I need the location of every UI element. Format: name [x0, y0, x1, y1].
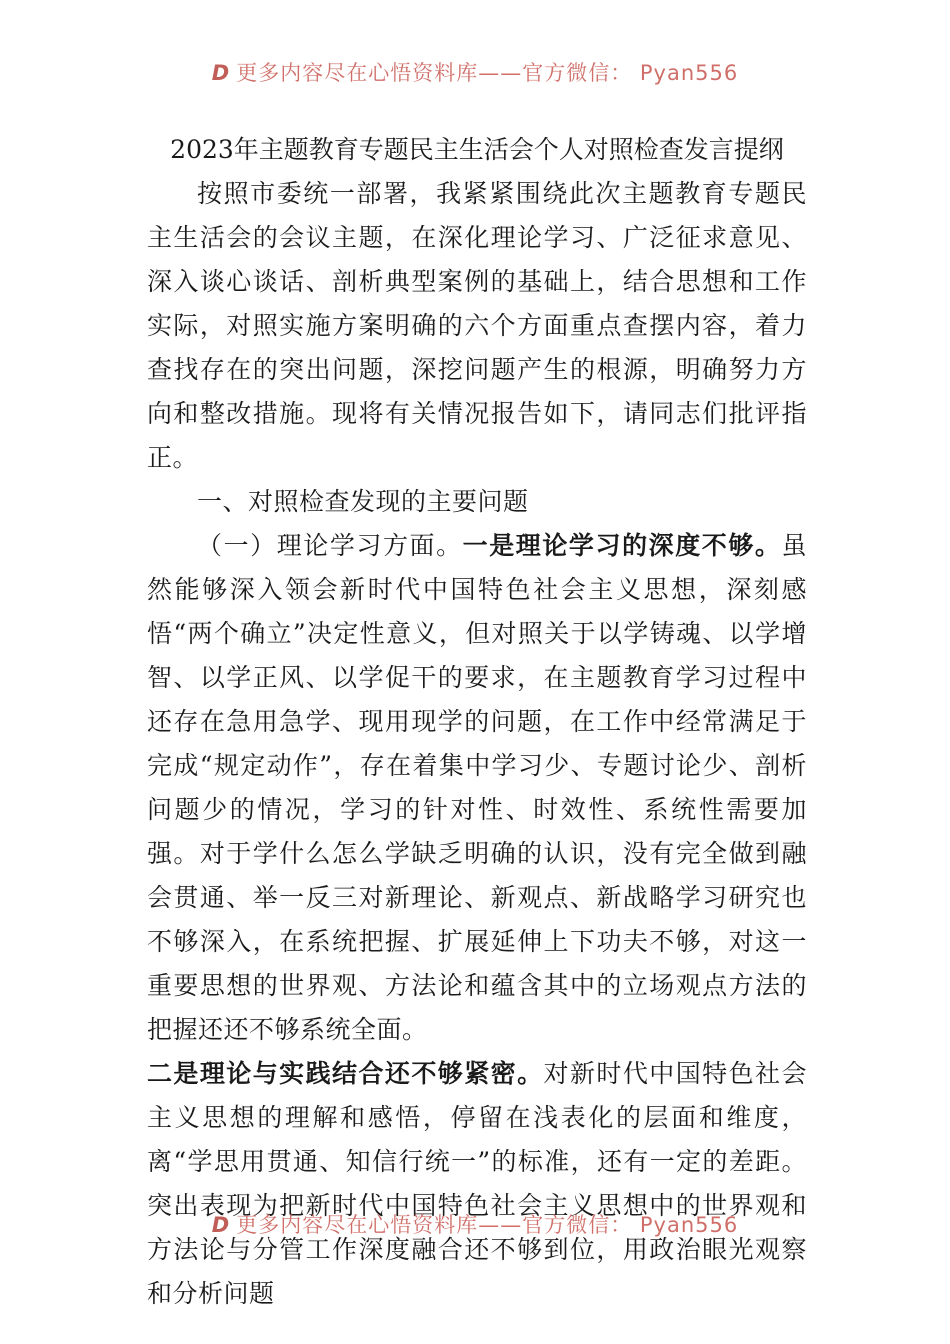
document-body: [147, 128, 807, 1316]
theory-practice-paragraph: [147, 1052, 807, 1316]
section-heading: 一、对照检查发现的主要问题: [197, 487, 529, 516]
point-two-text: 对新时代中国特色社会主义思想的理解和感悟，停留在浅表化的层面和维度，离“学思用贯通、知信行统一”的标准，还有一定的差距。突出表现为把新时代中国特色社会主义思想中的世界观和方法论与分管工作深度融合还不够到位，用政治眼光观察和分析问题: [147, 1059, 807, 1308]
watermark-logo-icon: D: [211, 61, 231, 85]
subsection-label: （一）理论学习方面。: [197, 531, 463, 560]
point-one-heading: 一是理论学习的深度不够。: [462, 531, 782, 560]
theory-study-paragraph: [147, 524, 807, 1052]
watermark-header: [0, 57, 950, 87]
watermark-footer: [0, 1209, 950, 1239]
document-title: 2023年主题教育专题民主生活会个人对照检查发言提纲: [170, 135, 784, 164]
watermark-text: 更多内容尽在心悟资料库——官方微信： Pyan556: [236, 61, 739, 85]
point-two-heading: 二是理论与实践结合还不够紧密。: [147, 1059, 544, 1088]
watermark-text: 更多内容尽在心悟资料库——官方微信： Pyan556: [236, 1213, 739, 1237]
watermark-logo-icon: D: [211, 1213, 231, 1237]
point-one-text: 虽然能够深入领会新时代中国特色社会主义思想，深刻感悟“两个确立”决定性意义，但对照关于以学铸魂、以学增智、以学正风、以学促干的要求，在主题教育学习过程中还存在急用急学、现用现学的问题，在工作中经常满足于完成“规定动作”，存在着集中学习少、专题讨论少、剖析问题少的情况，学习的针对性、时效性、系统性需要加强。对于学什么怎么学缺乏明确的认识，没有完全做到融会贯通、举一反三对新理论、新观点、新战略学习研究也不够深入，在系统把握、扩展延伸上下功夫不够，对这一重要思想的世界观、方法论和蕴含其中的立场观点方法的把握还还不够系统全面。: [147, 531, 807, 1044]
intro-paragraph: 按照市委统一部署，我紧紧围绕此次主题教育专题民主生活会的会议主题，在深化理论学习、广泛征求意见、深入谈心谈话、剖析典型案例的基础上，结合思想和工作实际，对照实施方案明确的六个方面重点查摆内容，着力查找存在的突出问题，深挖问题产生的根源，明确努力方向和整改措施。现将有关情况报告如下，请同志们批评指正。: [147, 179, 807, 472]
